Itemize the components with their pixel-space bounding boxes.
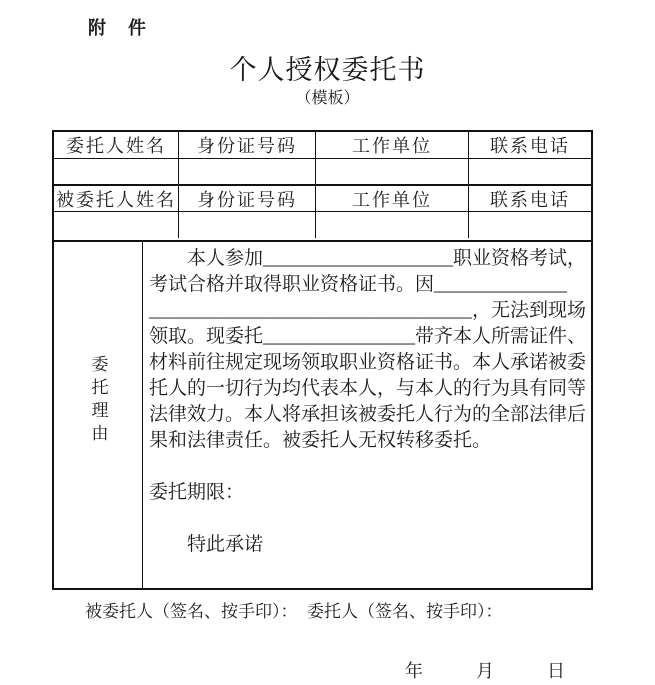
date-line — [405, 657, 565, 683]
document-title: 个人授权委托书 — [229, 55, 426, 85]
reason-label: 委托理由 — [88, 355, 108, 447]
attachment-label: 附 件 — [88, 18, 148, 38]
commitment-line: 特此承诺 — [149, 534, 264, 555]
client-id-value-cell — [178, 158, 315, 184]
reason-line: 托人的一切行为均代表本人，与本人的行为具有同等 — [149, 378, 587, 399]
client-phone-header: 联系电话 — [468, 132, 591, 158]
agent-id-value-cell — [178, 211, 315, 238]
reason-line: 果和法律责任。被委托人无权转移委托。 — [149, 430, 492, 451]
agent-name-value-cell — [54, 211, 178, 238]
year-label: 年 — [405, 661, 423, 681]
reason-line: 法律效力。本人将承担该被委托人行为的全部法律后 — [149, 404, 587, 425]
client-name-value-cell — [54, 158, 178, 184]
reason-label-cell — [54, 242, 143, 588]
agent-employer-value-cell — [315, 211, 468, 238]
client-name-header: 委托人姓名 — [66, 136, 166, 156]
agent-phone-header: 联系电话 — [468, 184, 591, 211]
reason-line-blank — [149, 454, 589, 480]
day-label: 日 — [547, 661, 565, 681]
client-employer-value-cell — [315, 158, 468, 184]
party-info-table — [52, 130, 593, 242]
month-label: 月 — [476, 661, 494, 681]
agent-employer-header: 工作单位 — [315, 184, 468, 211]
reason-line: 材料前往规定现场领取职业资格证书。本人承诺被委 — [149, 352, 587, 373]
reason-line: __________________________________，无法到现场 — [149, 300, 587, 321]
agent-id-header: 身份证号码 — [178, 184, 315, 211]
agent-phone-value-cell — [468, 211, 591, 238]
agent-signature-label: 被委托人（签名、按手印）： — [85, 602, 298, 621]
delegation-period-label: 委托期限： — [149, 482, 245, 503]
client-signature-label: 委托人（签名、按手印）： — [307, 602, 503, 621]
client-employer-header: 工作单位 — [315, 132, 468, 158]
reason-line: 领取。现委托________________带齐本人所需证件、 — [149, 326, 587, 347]
reason-line: 考试合格并取得职业资格证书。因______________ — [149, 274, 568, 295]
client-phone-value-cell — [468, 158, 591, 184]
client-id-header: 身份证号码 — [178, 132, 315, 158]
reason-body — [143, 242, 591, 588]
reason-line: 本人参加____________________职业资格考试， — [149, 248, 587, 269]
agent-name-header: 被委托人姓名 — [54, 184, 178, 211]
document-subtitle: （模板） — [295, 90, 360, 107]
reason-table — [52, 240, 593, 590]
reason-line-blank — [149, 506, 589, 532]
